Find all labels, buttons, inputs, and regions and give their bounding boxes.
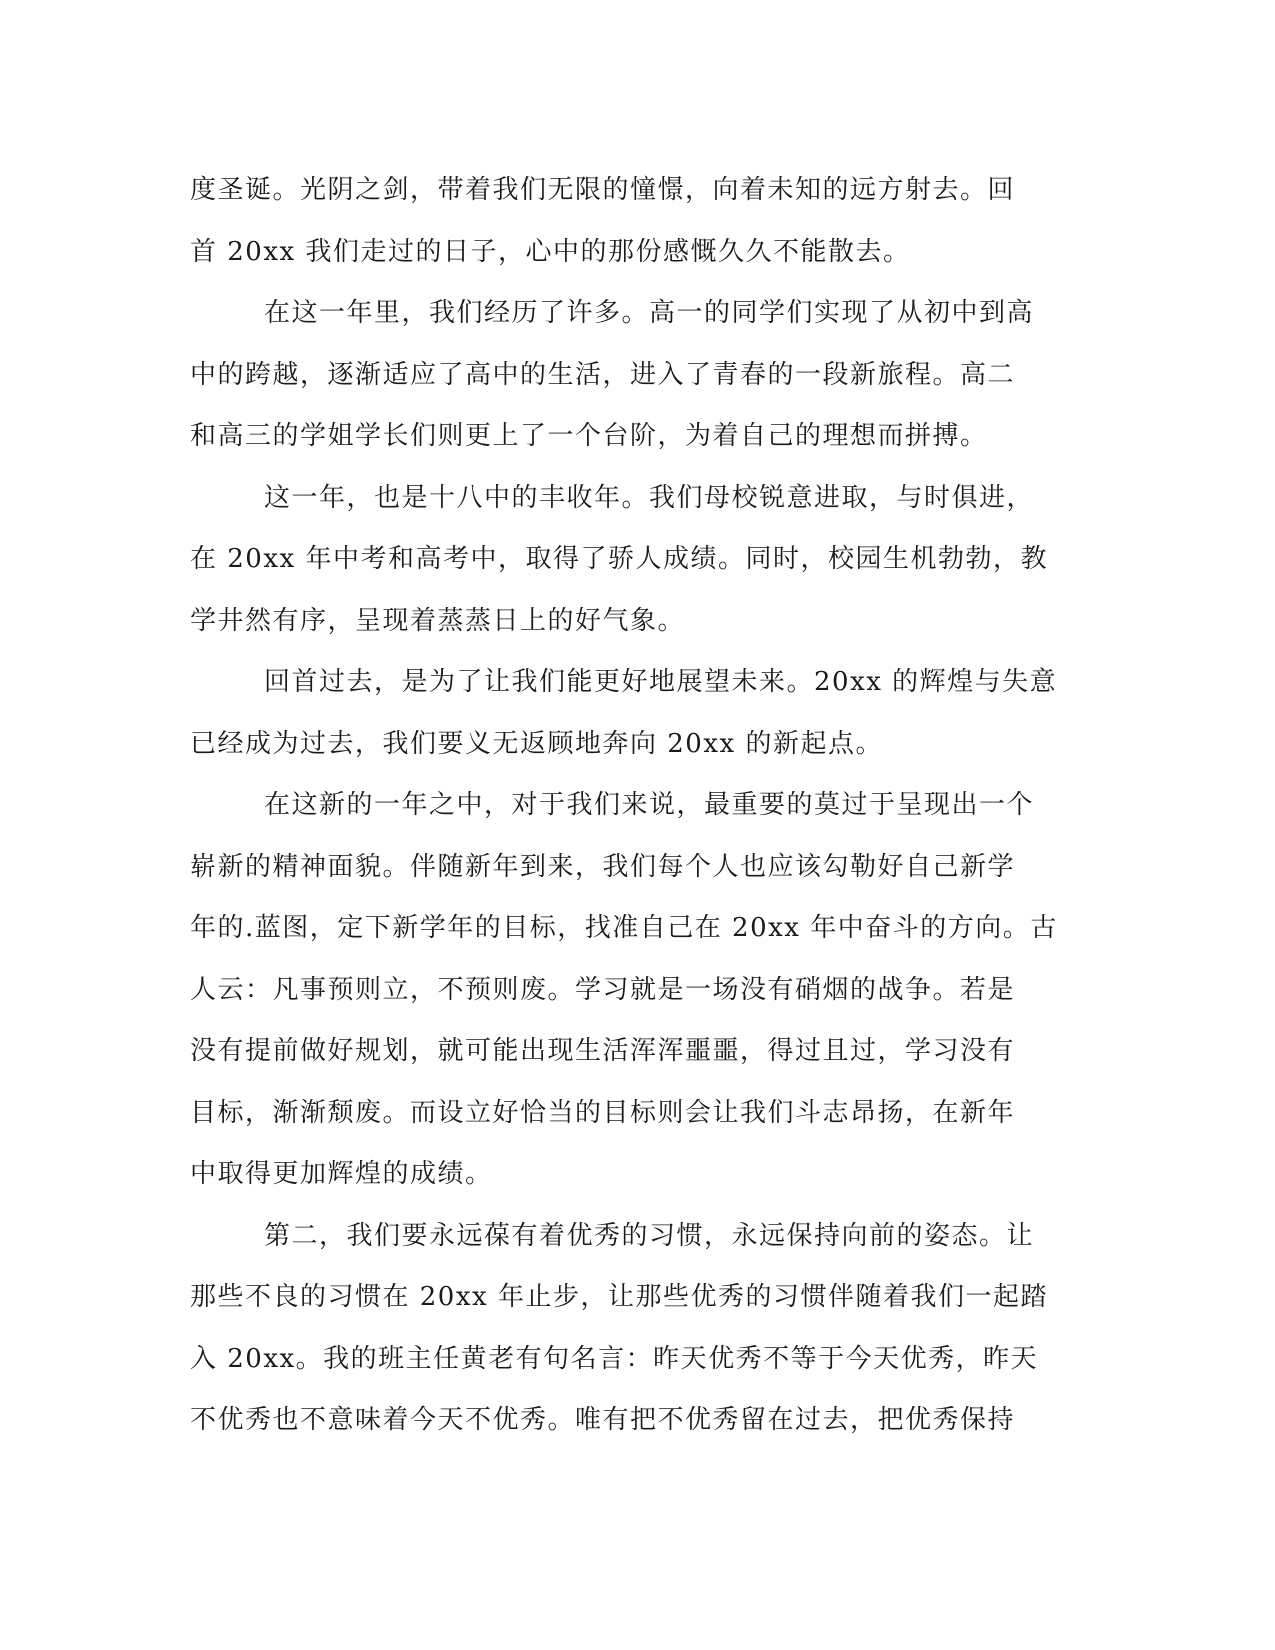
body-text: [190, 160, 1080, 1452]
text-line: 第二，我们要永远葆有着优秀的习惯，永远保持向前的姿态。让: [264, 1220, 1035, 1251]
text-line: 这一年，也是十八中的丰收年。我们母校锐意进取，与时俱进，: [264, 482, 1035, 513]
text-line: 中取得更加辉煌的成绩。: [190, 1159, 493, 1189]
text-line: 在 20xx 年中考和高考中，取得了骄人成绩。同时，校园生机勃勃，教: [190, 544, 1048, 574]
text-line: 年的.蓝图，定下新学年的目标，找准自己在 20xx 年中奋斗的方向。古: [190, 913, 1058, 943]
text-line: 目标，渐渐颓废。而设立好恰当的目标则会让我们斗志昂扬，在新年: [190, 1097, 1016, 1128]
text-line: 学井然有序，呈现着蒸蒸日上的好气象。: [190, 605, 686, 636]
text-line: 那些不良的习惯在 20xx 年止步，让那些优秀的习惯伴随着我们一起踏: [190, 1282, 1048, 1312]
text-line: 入 20xx。我的班主任黄老有句名言：昨天优秀不等于今天优秀，昨天: [190, 1343, 1039, 1374]
text-line: 在这新的一年之中，对于我们来说，最重要的莫过于呈现出一个: [264, 790, 1035, 820]
text-line: 中的跨越，逐渐适应了高中的生活，进入了青春的一段新旅程。高二: [190, 359, 1016, 390]
text-line: 度圣诞。光阴之剑，带着我们无限的憧憬，向着未知的远方射去。回: [190, 175, 1016, 205]
text-line: 首 20xx 我们走过的日子，心中的那份感慨久久不能散去。: [190, 236, 911, 267]
text-line: 崭新的精神面貌。伴随新年到来，我们每个人也应该勾勒好自己新学: [190, 851, 1016, 882]
text-line: 已经成为过去，我们要义无返顾地奔向 20xx 的新起点。: [190, 728, 883, 759]
text-line: 人云：凡事预则立，不预则废。学习就是一场没有硝烟的战争。若是: [190, 974, 1016, 1005]
text-line: 没有提前做好规划，就可能出现生活浑浑噩噩，得过且过，学习没有: [190, 1036, 1016, 1066]
text-line: 和高三的学姐学长们则更上了一个台阶，为着自己的理想而拼搏。: [190, 421, 988, 451]
text-line: 在这一年里，我们经历了许多。高一的同学们实现了从初中到高: [264, 298, 1035, 328]
text-line: 回首过去，是为了让我们能更好地展望未来。20xx 的辉煌与失意: [264, 667, 1058, 697]
text-line: 不优秀也不意味着今天不优秀。唯有把不优秀留在过去，把优秀保持: [190, 1405, 1016, 1435]
